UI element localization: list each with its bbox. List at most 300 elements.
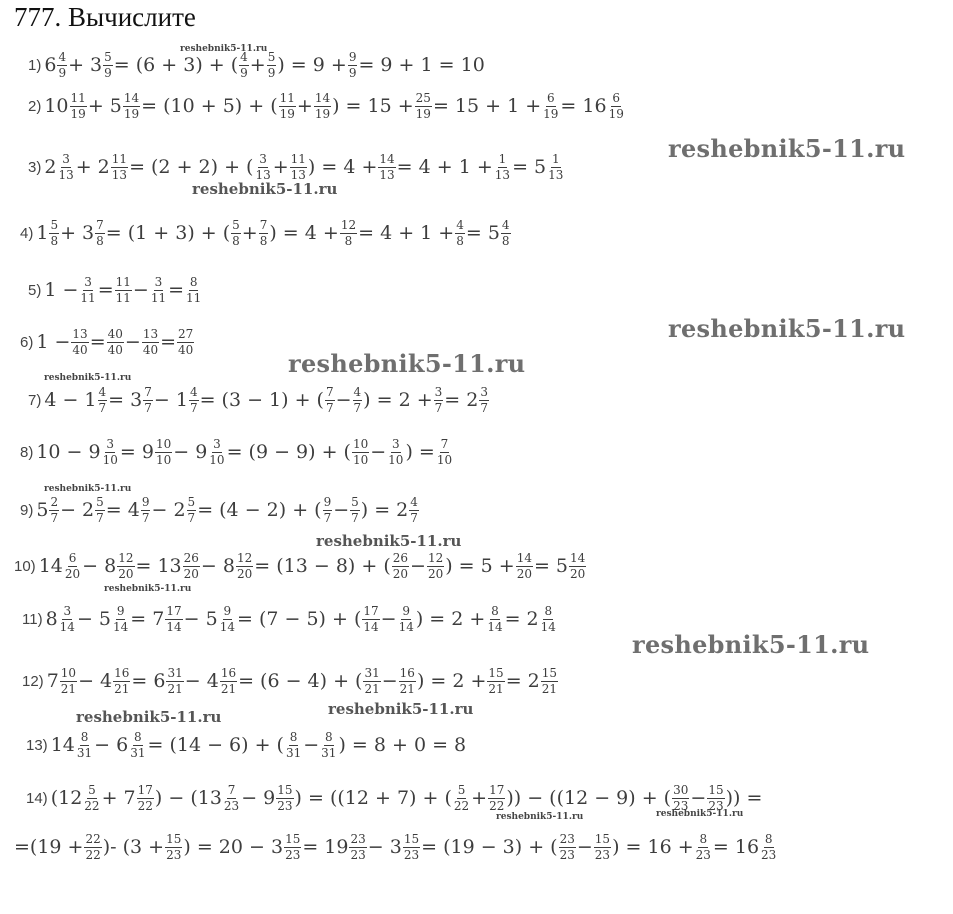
fraction-numerator: 5: [96, 495, 104, 509]
fraction-denominator: 14: [166, 619, 182, 634]
expression-text: = (13 − 8) + (: [254, 554, 391, 577]
fraction-numerator: 7: [259, 218, 268, 232]
fraction: [57, 153, 74, 181]
fraction-denominator: 9: [58, 65, 67, 80]
expression-text: ) = ((12 + 7) + (: [294, 786, 452, 809]
watermark: reshebnik5-11.ru: [44, 373, 132, 383]
fraction: [403, 833, 420, 861]
fraction-denominator: 20: [427, 566, 444, 581]
expression-text: 1 −: [36, 330, 71, 353]
expression-text: 10: [44, 94, 69, 117]
expression-text: = 15 + 1 +: [432, 94, 542, 117]
expression-text: ) = 2 +: [415, 607, 486, 630]
solution-row: [28, 386, 490, 414]
fraction-denominator: 8: [232, 233, 240, 248]
fraction-numerator: 5: [187, 495, 196, 509]
fraction-numerator: 15: [594, 832, 611, 846]
fraction: [84, 833, 101, 861]
fraction-denominator: 40: [72, 342, 88, 357]
fraction-denominator: 19: [543, 106, 559, 121]
fraction-numerator: 22: [85, 832, 101, 846]
expression-text: ) = 20 − 3: [183, 835, 284, 858]
math-expression: [44, 92, 626, 120]
fraction-denominator: 23: [673, 798, 689, 813]
fraction-denominator: 7: [480, 400, 488, 415]
fraction-denominator: 14: [113, 619, 129, 634]
fraction-denominator: 7: [187, 510, 196, 525]
fraction-denominator: 23: [761, 847, 777, 862]
item-number: 1): [28, 56, 42, 74]
expression-text: )) − ((12 − 9) + (: [506, 786, 672, 809]
expression-text: = (3 − 1) + (: [199, 388, 324, 411]
fraction: [254, 153, 271, 181]
item-number: 3): [28, 158, 42, 176]
fraction-numerator: 16: [399, 666, 415, 680]
fraction: [137, 784, 154, 812]
solution-row: [14, 552, 587, 580]
fraction: [569, 552, 586, 580]
expression-text: + 3: [68, 53, 103, 76]
expression-text: ) = 9 +: [277, 53, 347, 76]
expression-text: ) = 8 + 0 = 8: [338, 733, 467, 756]
fraction-denominator: 9: [104, 65, 112, 80]
fraction-denominator: 21: [399, 681, 415, 696]
expression-text: = 4 + 1 +: [358, 221, 455, 244]
expression-text: = 13: [135, 554, 182, 577]
fraction-denominator: 13: [548, 167, 564, 182]
fraction-denominator: 23: [594, 847, 611, 862]
fraction: [353, 386, 363, 414]
fraction: [70, 92, 87, 120]
watermark: reshebnik5-11.ru: [316, 532, 462, 550]
fraction-numerator: 2: [50, 495, 59, 509]
fraction-denominator: 14: [363, 619, 379, 634]
fraction: [259, 219, 269, 247]
fraction: [59, 605, 76, 633]
watermark: reshebnik5-11.ru: [496, 812, 584, 822]
fraction-numerator: 6: [546, 91, 555, 105]
item-number: 8): [20, 443, 34, 461]
fraction-numerator: 10: [155, 437, 172, 451]
expression-text: −: [303, 733, 320, 756]
fraction: [123, 92, 140, 120]
expression-text: − 6: [94, 733, 129, 756]
math-expression: [44, 386, 490, 414]
fraction-numerator: 9: [141, 495, 150, 509]
expression-text: = 16: [560, 94, 607, 117]
expression-text: = 2: [504, 607, 539, 630]
fraction-numerator: 4: [58, 50, 67, 64]
fraction-numerator: 3: [434, 385, 443, 399]
fraction-denominator: 31: [285, 745, 302, 760]
fraction: [436, 438, 453, 466]
expression-text: − 2: [151, 498, 186, 521]
expression-text: 8: [45, 607, 58, 630]
fraction: [223, 784, 240, 812]
fraction: [49, 496, 59, 524]
fraction-numerator: 5: [104, 50, 112, 64]
fraction: [102, 438, 119, 466]
fraction-numerator: 8: [289, 730, 298, 744]
expression-text: −: [333, 498, 350, 521]
fraction-numerator: 23: [559, 832, 575, 846]
expression-text: 14: [38, 554, 63, 577]
fraction: [387, 438, 404, 466]
fraction-denominator: 31: [321, 745, 337, 760]
fraction-numerator: 11: [279, 91, 295, 105]
fraction: [129, 731, 146, 759]
expression-text: 6: [44, 53, 57, 76]
fraction: [488, 784, 505, 812]
fraction: [501, 219, 511, 247]
expression-text: = 5: [512, 155, 547, 178]
expression-text: 10 − 9: [36, 440, 101, 463]
item-number: 11): [22, 610, 43, 628]
fraction-denominator: 7: [144, 400, 152, 415]
fraction-numerator: 4: [456, 218, 464, 232]
fraction-numerator: 14: [516, 551, 532, 565]
expression-text: 4 − 1: [44, 388, 97, 411]
fraction: [239, 51, 249, 79]
math-expression: [44, 51, 484, 79]
fraction-numerator: 4: [189, 385, 198, 399]
expression-text: = 9 + 1 = 10: [358, 53, 485, 76]
fraction-denominator: 14: [487, 619, 503, 634]
fraction: [117, 552, 134, 580]
expression-text: +: [272, 155, 289, 178]
fraction-denominator: 14: [219, 619, 235, 634]
fraction-denominator: 21: [541, 681, 558, 696]
solution-row: [26, 784, 762, 812]
expression-text: ) = 2 +: [363, 388, 433, 411]
fraction-denominator: 10: [388, 452, 404, 467]
fraction-numerator: 26: [392, 551, 409, 565]
fraction-numerator: 8: [699, 832, 708, 846]
expression-text: = (19 − 3) + (: [421, 835, 558, 858]
fraction: [236, 552, 253, 580]
fraction-numerator: 6: [68, 551, 77, 565]
watermark: reshebnik5-11.ru: [632, 630, 870, 659]
fraction: [320, 731, 337, 759]
fraction: [547, 153, 564, 181]
math-expression: [51, 784, 763, 812]
fraction-denominator: 23: [277, 798, 293, 813]
fraction-denominator: 40: [178, 342, 194, 357]
expression-text: + 5: [87, 94, 122, 117]
fraction: [165, 605, 182, 633]
fraction-numerator: 26: [183, 551, 199, 565]
fraction: [219, 605, 236, 633]
expression-text: = 7: [130, 607, 165, 630]
fraction-denominator: 23: [708, 798, 724, 813]
fraction-numerator: 15: [277, 783, 293, 797]
fraction-numerator: 3: [106, 437, 115, 451]
watermark: reshebnik5-11.ru: [180, 44, 268, 54]
item-number: 13): [26, 736, 48, 754]
fraction-denominator: 11: [80, 290, 96, 305]
expression-text: − 3: [367, 835, 402, 858]
watermark: reshebnik5-11.ru: [668, 314, 906, 343]
fraction: [486, 605, 503, 633]
expression-text: =: [168, 278, 185, 301]
fraction-numerator: 17: [137, 783, 153, 797]
fraction: [348, 51, 358, 79]
fraction-numerator: 7: [440, 437, 449, 451]
fraction: [409, 496, 419, 524]
expression-text: = (1 + 3) + (: [105, 221, 231, 244]
solution-row: [26, 731, 466, 759]
fraction-denominator: 23: [285, 847, 301, 862]
expression-text: = (10 + 5) + (: [141, 94, 278, 117]
item-number: 6): [20, 333, 34, 351]
fraction-denominator: 23: [559, 847, 575, 862]
fraction-numerator: 23: [350, 832, 366, 846]
item-number: 14): [26, 789, 48, 807]
fraction-numerator: 8: [189, 275, 198, 289]
fraction-denominator: 14: [59, 619, 75, 634]
item-number: 9): [20, 501, 34, 519]
expression-text: 1: [36, 221, 49, 244]
fraction-denominator: 23: [403, 847, 420, 862]
fraction: [166, 667, 183, 695]
fraction-denominator: 22: [453, 798, 470, 813]
fraction-denominator: 7: [141, 510, 150, 525]
math-expression: [47, 667, 559, 695]
fraction-numerator: 8: [324, 730, 333, 744]
fraction-denominator: 7: [434, 400, 443, 415]
fraction-denominator: 19: [608, 106, 624, 121]
fraction-denominator: 7: [323, 510, 332, 525]
fraction-numerator: 14: [379, 152, 395, 166]
fraction-numerator: 4: [240, 50, 248, 64]
expression-text: = 9: [119, 440, 154, 463]
watermark: reshebnik5-11.ru: [76, 708, 222, 726]
fraction-denominator: 21: [488, 681, 504, 696]
fraction-denominator: 22: [85, 847, 101, 862]
fraction: [185, 276, 202, 304]
fraction: [150, 276, 167, 304]
fraction-denominator: 10: [209, 452, 225, 467]
fraction-numerator: 5: [351, 495, 359, 509]
fraction: [434, 386, 444, 414]
expression-text: − 1: [153, 388, 188, 411]
fraction: [60, 667, 77, 695]
fraction-numerator: 17: [166, 604, 182, 618]
fraction-denominator: 20: [516, 566, 532, 581]
fraction-numerator: 15: [166, 832, 182, 846]
expression-text: )) =: [725, 786, 763, 809]
fraction: [672, 784, 689, 812]
fraction-denominator: 13: [290, 167, 306, 182]
fraction: [479, 386, 489, 414]
fraction: [285, 731, 302, 759]
fraction: [57, 51, 67, 79]
fraction-denominator: 21: [364, 681, 380, 696]
fraction-numerator: 7: [325, 385, 334, 399]
fraction-denominator: 10: [436, 452, 453, 467]
expression-text: =(19 +: [14, 835, 84, 858]
fraction: [540, 605, 557, 633]
expression-text: ) − (13: [154, 786, 222, 809]
fraction: [323, 496, 333, 524]
fraction-numerator: 16: [220, 666, 237, 680]
math-expression: [46, 605, 558, 633]
fraction-numerator: 4: [410, 495, 418, 509]
expression-text: = 4 + 1 +: [396, 155, 493, 178]
fraction-denominator: 14: [398, 619, 414, 634]
expression-text: = (4 − 2) + (: [197, 498, 322, 521]
fraction: [398, 605, 415, 633]
fraction: [231, 219, 241, 247]
fraction: [187, 496, 197, 524]
fraction-denominator: 7: [410, 510, 418, 525]
expression-text: −: [124, 330, 141, 353]
expression-text: =: [97, 278, 114, 301]
fraction: [95, 496, 105, 524]
solution-row: [28, 51, 485, 79]
fraction: [208, 438, 225, 466]
watermark: reshebnik5-11.ru: [328, 700, 474, 718]
expression-text: = (9 − 9) + (: [226, 440, 351, 463]
fraction-numerator: 6: [612, 91, 621, 105]
fraction-numerator: 31: [364, 666, 380, 680]
fraction-denominator: 20: [183, 566, 199, 581]
fraction-denominator: 13: [379, 167, 395, 182]
expression-text: ) = 4 +: [269, 221, 339, 244]
fraction-numerator: 7: [227, 783, 236, 797]
fraction-numerator: 9: [348, 50, 357, 64]
fraction: [113, 667, 130, 695]
fraction: [112, 605, 129, 633]
fraction-numerator: 5: [88, 783, 96, 797]
fraction-numerator: 15: [403, 832, 420, 846]
expression-text: = 19: [302, 835, 349, 858]
fraction-numerator: 4: [98, 385, 107, 399]
fraction-numerator: 9: [116, 604, 125, 618]
expression-text: + 7: [101, 786, 136, 809]
fraction-denominator: 13: [494, 167, 511, 182]
fraction-numerator: 15: [488, 666, 504, 680]
fraction-numerator: 7: [96, 218, 104, 232]
fraction-denominator: 23: [350, 847, 366, 862]
fraction-denominator: 7: [353, 400, 362, 415]
expression-text: −: [132, 278, 149, 301]
fraction: [155, 438, 172, 466]
fraction-denominator: 20: [118, 566, 134, 581]
fraction-denominator: 19: [415, 106, 431, 121]
expression-text: +: [241, 221, 258, 244]
fraction-denominator: 21: [60, 681, 77, 696]
fraction-numerator: 5: [457, 783, 466, 797]
expression-text: − 9: [241, 786, 276, 809]
fraction: [760, 833, 777, 861]
fraction-numerator: 11: [111, 152, 128, 166]
solution-row: [14, 833, 778, 861]
watermark: reshebnik5-11.ru: [656, 809, 744, 819]
watermark: reshebnik5-11.ru: [44, 484, 132, 494]
fraction-denominator: 19: [279, 106, 295, 121]
expression-text: 1 −: [44, 278, 79, 301]
fraction-numerator: 3: [84, 275, 92, 289]
fraction-numerator: 16: [114, 666, 130, 680]
expression-text: =: [89, 330, 106, 353]
fraction: [83, 784, 100, 812]
solution-row: [22, 667, 559, 695]
expression-text: = 16: [712, 835, 760, 858]
fraction-numerator: 12: [427, 551, 444, 565]
expression-text: = 6: [131, 669, 166, 692]
fraction: [183, 552, 200, 580]
math-expression: [44, 276, 203, 304]
fraction-denominator: 11: [186, 290, 202, 305]
fraction: [362, 605, 379, 633]
fraction-denominator: 7: [96, 510, 104, 525]
fraction-denominator: 23: [166, 847, 182, 862]
math-expression: [14, 833, 778, 861]
fraction-numerator: 10: [352, 437, 369, 451]
fraction: [415, 92, 432, 120]
fraction-numerator: 27: [178, 327, 194, 341]
fraction: [115, 276, 132, 304]
expression-text: = (2 + 2) + (: [129, 155, 254, 178]
fraction: [276, 784, 293, 812]
fraction-denominator: 10: [102, 452, 118, 467]
fraction-numerator: 5: [267, 50, 276, 64]
fraction-numerator: 3: [259, 152, 267, 166]
expression-text: = 4: [105, 498, 140, 521]
fraction: [64, 552, 81, 580]
fraction-denominator: 19: [123, 106, 140, 121]
fraction-numerator: 8: [80, 730, 89, 744]
expression-text: 2: [44, 155, 57, 178]
fraction-denominator: 40: [107, 342, 123, 357]
fraction-numerator: 3: [62, 152, 70, 166]
fraction-denominator: 7: [189, 400, 198, 415]
expression-text: − 9: [173, 440, 208, 463]
fraction-denominator: 13: [58, 167, 74, 182]
fraction-denominator: 7: [98, 400, 107, 415]
item-number: 2): [28, 97, 42, 115]
solution-row: [28, 153, 565, 181]
fraction: [325, 386, 335, 414]
expression-text: ) = 15 +: [332, 94, 414, 117]
fraction: [455, 219, 465, 247]
solution-row: [22, 605, 558, 633]
expression-text: − 8: [82, 554, 117, 577]
fraction-denominator: 8: [456, 233, 464, 248]
fraction-numerator: 11: [70, 91, 86, 105]
expression-text: 14: [50, 733, 75, 756]
fraction: [142, 328, 159, 356]
fraction-denominator: 8: [96, 233, 104, 248]
fraction-numerator: 9: [323, 495, 332, 509]
fraction: [98, 386, 108, 414]
solution-row: [20, 328, 195, 356]
expression-text: =: [160, 330, 177, 353]
fraction: [453, 784, 470, 812]
expression-text: 7: [46, 669, 59, 692]
item-number: 7): [28, 391, 42, 409]
item-number: 4): [20, 224, 34, 242]
fraction-numerator: 3: [154, 275, 163, 289]
fraction-denominator: 13: [255, 167, 271, 182]
math-expression: [39, 552, 588, 580]
fraction-numerator: 5: [50, 218, 59, 232]
fraction-denominator: 21: [167, 681, 183, 696]
fraction: [177, 328, 194, 356]
fraction-denominator: 8: [50, 233, 59, 248]
fraction-denominator: 7: [325, 400, 334, 415]
